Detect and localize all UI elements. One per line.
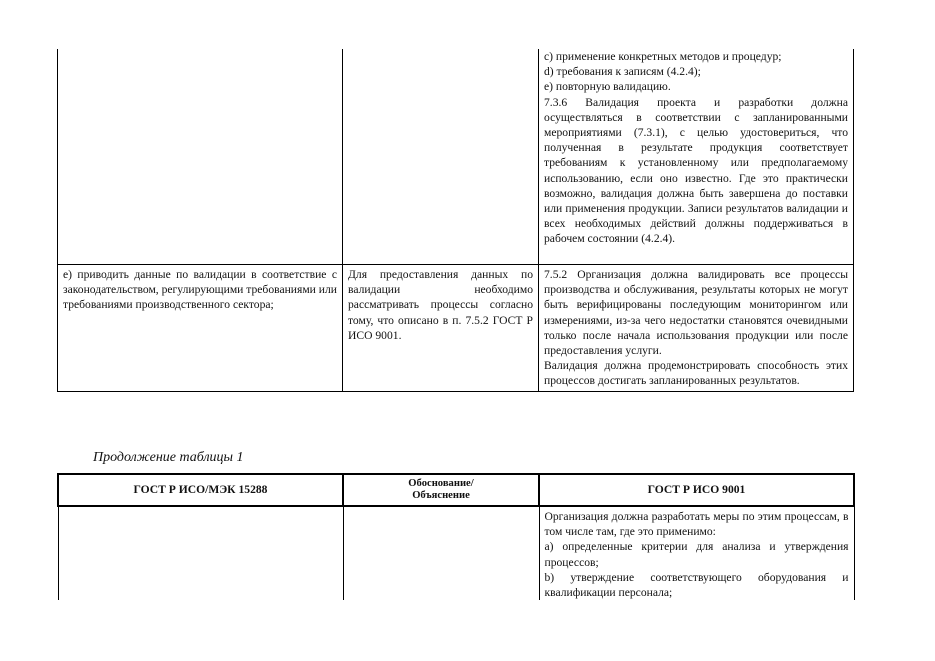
- header-label: ГОСТ Р ИСО 9001: [647, 483, 746, 497]
- cell-iso9001: [539, 506, 854, 600]
- list-item: a) определенные критерии для анализа и утверждения процессов;: [544, 540, 849, 569]
- column-header-explanation: [343, 474, 539, 506]
- paragraph: Организация должна разработать меры по этим процессам, в том числе там, где это применимо:: [544, 510, 849, 539]
- paragraph: e) приводить данные по валидации в соответствие с законодательством, регулирующими требованиями или требованиями производственного сектора;: [63, 268, 337, 312]
- header-label: ГОСТ Р ИСО/МЭК 15288: [133, 483, 268, 497]
- column-header-iso15288: [58, 474, 343, 506]
- table-row: [58, 506, 854, 600]
- cell-explanation: [343, 506, 539, 600]
- cell-iso15288: [58, 506, 343, 600]
- header-label: Обоснование/: [408, 477, 474, 489]
- paragraph: Валидация должна продемонстрировать способность этих процессов достигать запланированных результатов.: [544, 359, 848, 388]
- requirements-table-top: [57, 49, 854, 392]
- table-caption: Продолжение таблицы 1: [93, 450, 244, 465]
- cell-explanation: [343, 49, 539, 265]
- header-label: Объяснение: [412, 490, 470, 501]
- paragraph: Для предоставления данных по валидации необходимо рассматривать процессы согласно тому, что описано в п. 7.5.2 ГОСТ Р ИСО 9001.: [348, 268, 533, 342]
- paragraph-7-5-2: 7.5.2 Организация должна валидировать все процессы производства и обслуживания, результаты которых не могут быть верифицированы последующим мониторингом или измерениями, из-за чего недостатки становятся очевидными только после начала использования продукции или после предоставления услуги.: [544, 268, 848, 358]
- cell-iso9001: [539, 265, 854, 392]
- cell-iso15288: [58, 265, 343, 392]
- table-header-row: [58, 474, 854, 506]
- list-item: b) утверждение соответствующего оборудования и квалификации персонала;: [544, 570, 849, 600]
- list-item: e) повторную валидацию.: [544, 80, 671, 94]
- table-row: [58, 49, 854, 265]
- cell-explanation: [343, 265, 539, 392]
- list-item: d) требования к записям (4.2.4);: [544, 65, 701, 79]
- table-row: [58, 265, 854, 392]
- paragraph-7-3-6: 7.3.6 Валидация проекта и разработки должна осуществляться в соответствии с запланированными мероприятиями (7.3.1), с целью удостовериться, что полученная в результате продукция соответствует требованиям к установленному или предполагаемому использованию, если оно известно. Где это практически возможно, валидация должна быть завершена до поставки или применения продукции. Записи результатов валидации и всех необходимых действий должны поддерживаться в рабочем состоянии (4.2.4).: [544, 95, 848, 246]
- list-item: c) применение конкретных методов и процедур;: [544, 50, 782, 63]
- cell-iso9001: [539, 49, 854, 265]
- requirements-table-continued: [57, 473, 855, 600]
- cell-iso15288: [58, 49, 343, 265]
- column-header-iso9001: [539, 474, 854, 506]
